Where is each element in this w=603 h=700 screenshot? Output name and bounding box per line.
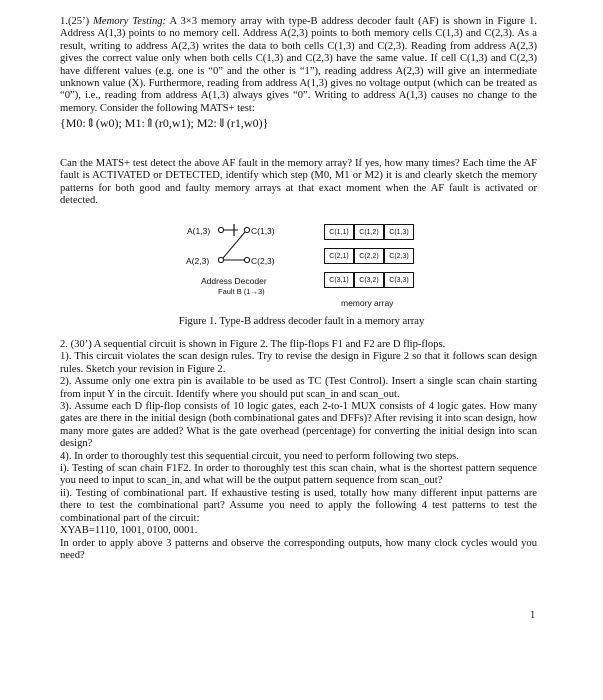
memory-cell: C(1,1) — [324, 224, 354, 240]
c13-node — [244, 227, 249, 232]
memory-cell: C(3,1) — [324, 272, 354, 288]
memory-cell: C(2,2) — [354, 248, 384, 264]
a23-node — [218, 257, 223, 262]
memory-cell: C(3,2) — [354, 272, 384, 288]
memory-cell: C(1,3) — [384, 224, 414, 240]
memory-cell: C(3,3) — [384, 272, 414, 288]
addr-a13-label: A(1,3) — [187, 226, 211, 236]
question-1 — [60, 16, 537, 132]
q1-number: 1.(25’) — [60, 16, 90, 27]
decoder-fault-lines — [0, 210, 603, 330]
q2-part-1: 1). This circuit violates the scan design rules. Try to revise the design in Figure 2 so that it follows scan design rules. Sketch your revision in Figure 2. — [60, 351, 537, 375]
question-2 — [60, 339, 537, 562]
cell-c23-label: C(2,3) — [251, 256, 275, 266]
page-number: 1 — [530, 610, 536, 621]
q1-title: Memory Testing: — [93, 16, 167, 27]
address-decoder-label: Address Decoder — [201, 276, 267, 286]
figure-1 — [0, 210, 603, 330]
figure-1-caption: Figure 1. Type-B address decoder fault in a memory array — [178, 316, 425, 327]
q2-clock-question: In order to apply above 3 patterns and observe the corresponding outputs, how many clock cycles would you need? — [60, 537, 537, 561]
q1-paragraph-1: A 3×3 memory array with type-B address decoder fault (AF) is shown in Figure 1. Address A(1,3) points to no memory cell. Address A(2,3) points to both memory cells C(1,3) and C(2,3). As a result, writing to address A(2,3) writes the data to both cells C(1,3) and C(2,3). Reading from address A(2,3) gives the correct value only when both cells C(1,3) and C(2,3) have the same value. If cell C(1,3) and C(2,3) have different values (e.g. one is “0” and the other is “1”), reading address A(2,3) will give an intermediate unknown value (X). Furthermore, reading from address A(1,3) gives no voltage output (which can be treated as “0”), i.e., reading from address A(1,3) always gives “0”. Writing to address A(1,3) causes no change to the memory. Consider the following MATS+ test: — [60, 16, 537, 114]
q2-test-patterns: XYAB=1110, 1001, 0100, 0001. — [60, 525, 198, 537]
memory-array-label: memory array — [341, 298, 394, 308]
question-1-part-2: Can the MATS+ test detect the above AF fault in the memory array? If yes, how many times? Each time the AF fault is ACTIVATED or DETECTED, identify which step (M0, M1 or M2) it is and clearly sketch the memory patterns for both good and faulty memory arrays at that exact moment when the AF fault is activated or detected. — [60, 158, 537, 207]
c23-node — [244, 257, 249, 262]
q2-part-4ii: ii). Testing of combinational part. If exhaustive testing is used, totally how many different input patterns are there to test the combinational part? Assume you need to apply the following 4 test patterns to test the combinational part of the circuit: — [60, 487, 537, 524]
q2-part-4: 4). In order to thoroughly test this sequential circuit, you need to perform following two steps. — [60, 450, 459, 462]
a13-node — [218, 227, 223, 232]
fault-b-label: Fault B (1→3) — [218, 287, 265, 296]
memory-cell: C(2,3) — [384, 248, 414, 264]
memory-cell: C(2,1) — [324, 248, 354, 264]
cell-c13-label: C(1,3) — [251, 226, 275, 236]
q2-part-2: 2). Assume only one extra pin is available to be used as TC (Test Control). Insert a single scan chain starting from input Y in the circuit. Identify where you should put scan_in and scan_out. — [60, 376, 537, 400]
q2-part-4i: i). Testing of scan chain F1F2. In order to thoroughly test this scan chain, what is the shortest pattern sequence you need to input to scan_in, and what will be the output pattern sequence from scan_out? — [60, 463, 537, 487]
q2-intro: 2. (30’) A sequential circuit is shown in Figure 2. The flip-flops F1 and F2 are D flip-flops. — [60, 339, 446, 350]
q2-part-3: 3). Assume each D flip-flop consists of 10 logic gates, each 2-to-1 MUX consists of 4 logic gates. How many gates are there in the initial design (both combinational gates and DFFs)? After revising it into scan design, how many more gates are added? What is the gate overhead (percentage) for converting the initial design into scan design? — [60, 401, 537, 450]
mats-test-sequence: {M0:⇕(w0); M1:⇑(r0,w1); M2:⇓(r1,w0)} — [60, 116, 269, 131]
addr-a23-label: A(2,3) — [186, 256, 210, 266]
memory-cell: C(1,2) — [354, 224, 384, 240]
